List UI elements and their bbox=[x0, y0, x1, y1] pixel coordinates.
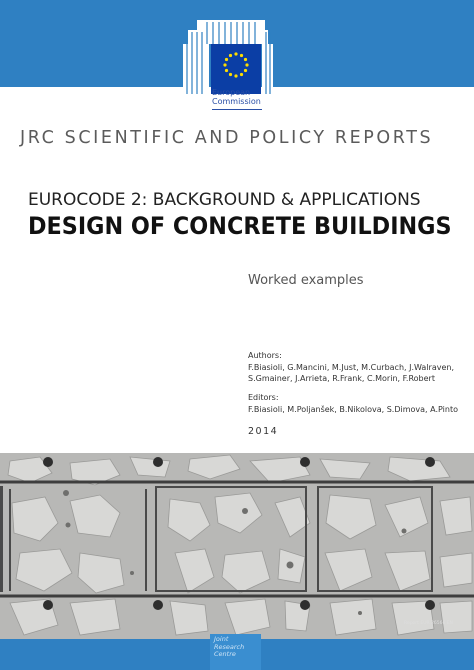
jrc-wordmark bbox=[214, 636, 244, 659]
report-subtitle: EUROCODE 2: BACKGROUND & APPLICATIONS bbox=[28, 190, 421, 210]
editors-line: F.Biasioli, M.Poljanšek, B.Nikolova, S.Dimova, A.Pinto bbox=[248, 404, 458, 414]
eu-flag bbox=[211, 44, 261, 94]
authors-label: Authors: bbox=[248, 351, 282, 360]
brand-line1: European bbox=[212, 88, 251, 97]
report-number: Report EUR 26566 EN bbox=[404, 621, 453, 626]
report-series: JRC SCIENTIFIC AND POLICY REPORTS bbox=[20, 128, 434, 148]
brand-line2: Commission bbox=[212, 97, 261, 106]
authors-block bbox=[248, 350, 468, 385]
authors-line: S.Gmainer, J.Arrieta, R.Frank, C.Morin, F.Robert bbox=[248, 374, 435, 383]
brand-underline bbox=[212, 109, 262, 110]
authors-line: F.Biasioli, G.Mancini, M.Just, M.Curbach, J.Walraven, bbox=[248, 362, 454, 372]
editors-block bbox=[248, 392, 468, 415]
footer-line3: Centre bbox=[214, 650, 236, 658]
report-title: DESIGN OF CONCRETE BUILDINGS bbox=[28, 212, 452, 240]
worked-examples-label: Worked examples bbox=[248, 273, 364, 288]
footer-line2: Research bbox=[214, 642, 245, 651]
concrete-section-image bbox=[0, 453, 474, 639]
publication-year: 2014 bbox=[248, 426, 279, 437]
footer-line1: Joint bbox=[214, 635, 229, 643]
editors-label: Editors: bbox=[248, 393, 279, 402]
european-commission-wordmark bbox=[212, 88, 261, 106]
